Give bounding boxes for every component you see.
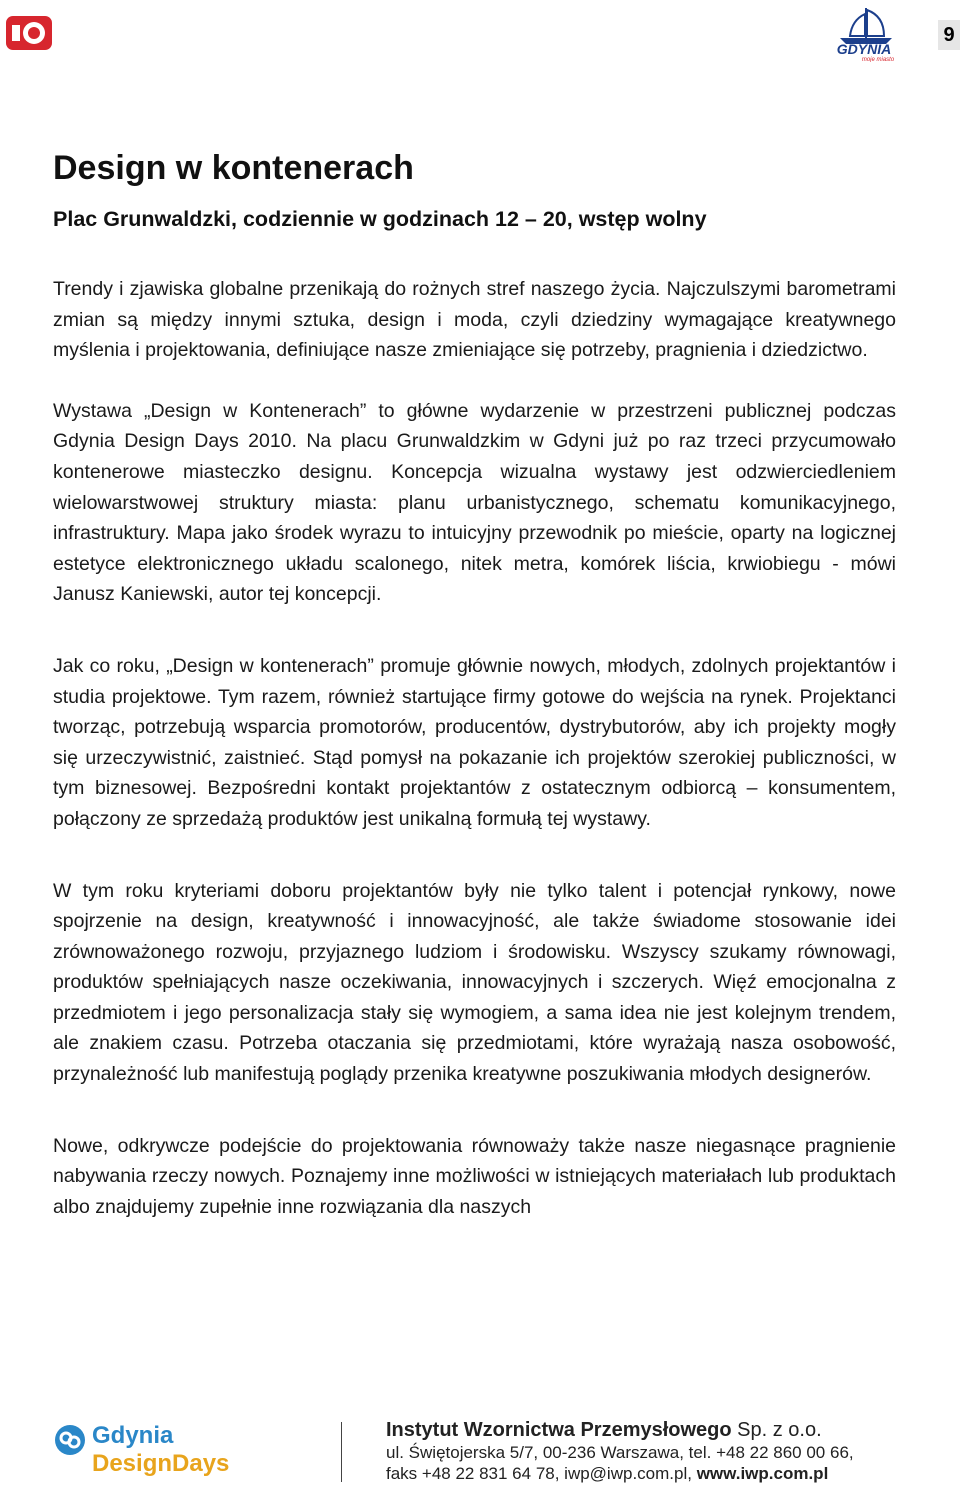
paragraph-4: W tym roku kryteriami doboru projektantów były nie tylko talent i potencjał rynkowy, nowe spojrzenie na design, kreatywność i innowacyjność, ale także świadome stosowanie idei zrównoważonego rozwoju, przyjaznego ludziom i środowisku. Wszyscy szukamy równowagi, produktów spełniających nasze oczekiwania, innowacyjnych i szczerych. Więź emocjonalna z przedmiotem i jego personalizacja stały się wymogiem, a sama idea nie jest kolejnym trendem, ale znakiem czasu. Potrzeba otaczania się przedmiotami, które wyrażają nasza osobowość, przynależność lub manifestują poglądy przenika kreatywne poszukiwania młodych designerów. [53,879,896,1086]
event-details: Plac Grunwaldzki, codziennie w godzinach 12 – 20, wstęp wolny [53,207,707,231]
article [53,146,896,1222]
institute-website-link[interactable]: www.iwp.com.pl [696,1464,829,1483]
gdynia-design-days-logo [54,1420,244,1484]
paragraph-3: Jak co roku, „Design w kontenerach” promuje głównie nowych, młodych, zdolnych projektantów i studia projektowe. Tym razem, również startujące firmy gotowe do wejścia na rynek. Projektanci tworząc, potrzebują wsparcia promotorów, producentów, dystrybutorów, aby ich projekty mogły się urzeczywistnić, zaistnieć. Stąd pomysł na pokazanie ich projektów szerokiej publiczności, w tym biznesowej. Bezpośredni kontakt projektantów z ostatecznym odbiorcą – konsumentem, połączony ze sprzedażą produktów jest unikalną formułą tej wystawy. [53,654,896,830]
gdd-knot-icon [54,1424,86,1456]
gdynia-logo-tagline: moje miasto [861,57,895,62]
institute-name: Instytut Wzornictwa Przemysłowego [386,1419,732,1441]
paragraph-1: Trendy i zjawiska globalne przenikają do rożnych stref naszego życia. Najczulszymi barometrami zmian są między innymi sztuka, design i moda, czyli dziedziny wymagające kreatywnego myślenia i projektowania, definiujące nasze zmieniające się potrzeby, pragnienia i dziedzictwo. [53,278,896,362]
institute-name-line [386,1418,906,1442]
gdd-logo-line2: DesignDays [92,1450,230,1477]
institute-suffix: Sp. z o.o. [737,1419,822,1441]
page-header [0,0,960,70]
institute-contact [386,1418,906,1484]
institute-contact-line [386,1463,906,1484]
institute-fax-email: faks +48 22 831 64 78, iwp@iwp.com.pl, [386,1464,697,1483]
paragraph-5: Nowe, odkrywcze podejście do projektowania równoważy także nasze niegasnące pragnienie nabywania rzeczy nowych. Poznajemy inne możliwości w istniejących materiałach lub produktach albo znajdujemy zupełnie inne rozwiązania dla naszych [53,1134,896,1218]
page-footer [0,1410,960,1486]
institute-address: ul. Świętojerska 5/7, 00-236 Warszawa, tel. +48 22 860 00 66, [386,1443,854,1462]
gdynia-city-logo-icon [826,4,902,62]
article-title: Design w kontenerach [53,149,414,187]
gdd-logo-line1: Gdynia [92,1422,174,1449]
paragraph-2: Wystawa „Design w Kontenerach” to główne wydarzenie w przestrzeni publicznej podczas Gdynia Design Days 2010. Na placu Grunwaldzkim w Gdyni już po raz trzeci przycumowało kontenerowe miasteczko designu. Koncepcja wizualna wystawy jest odzwierciedleniem wielowarstwowej struktury miasta: planu urbanistycznego, schematu komunikacyjnego, infrastruktury. Mapa jako środek wyrazu to intuicyjny przewodnik po mieście, oparty na logicznej estetyce elektronicznego układu scalonego, nitek metra, komórek liścia, krwiobiegu - mówi Janusz Kaniewski, autor tej koncepcji. [53,399,896,606]
page-number: 9 [938,20,960,50]
red-brand-logo-icon [6,16,52,50]
gdynia-logo-text: GDYNIA [836,41,892,57]
footer-divider [341,1422,342,1482]
